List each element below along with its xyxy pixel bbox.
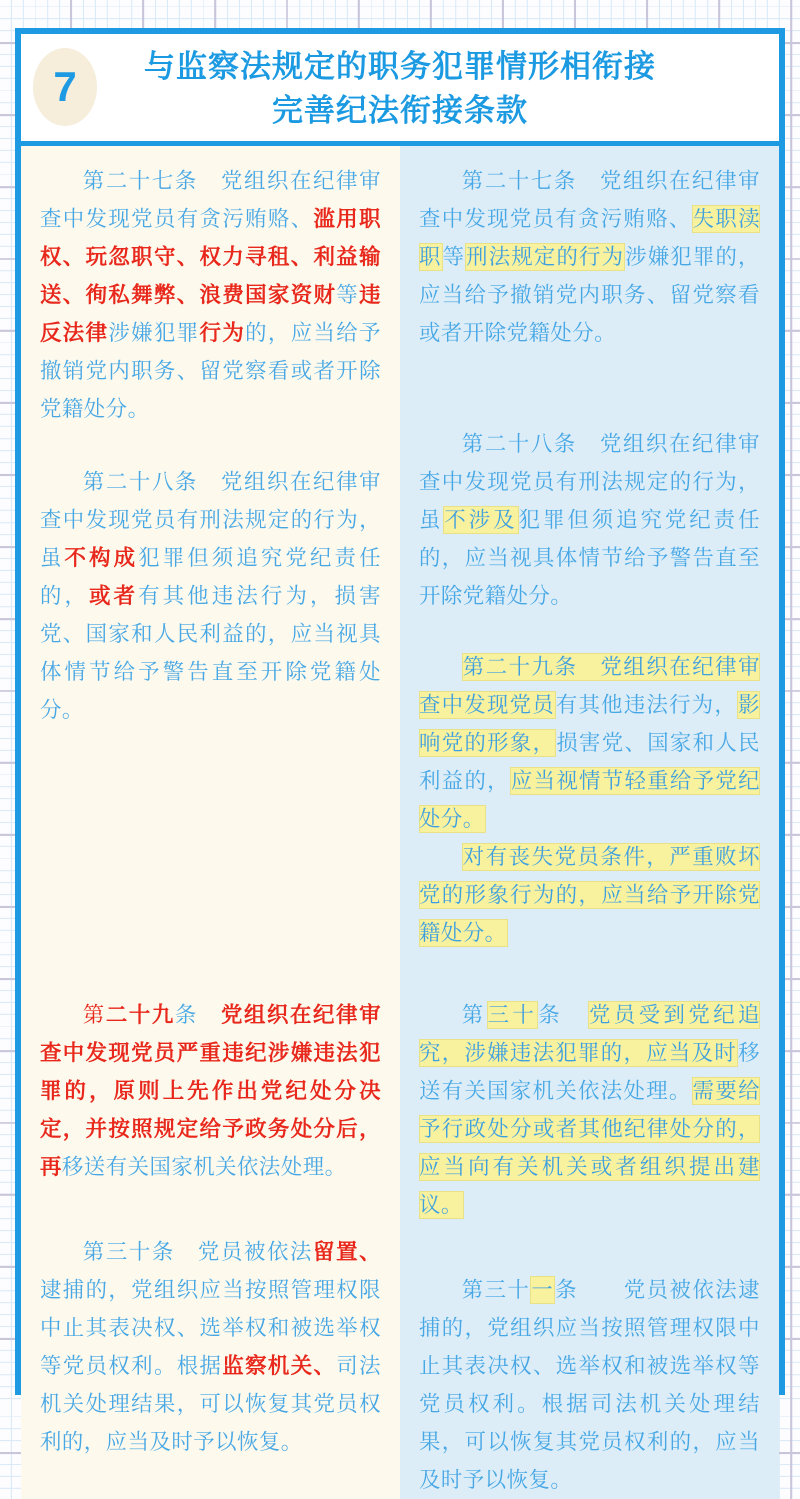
text-run: 涉嫌犯罪: [108, 321, 200, 345]
text-run: 涉嫌犯罪的，应当给予撤销党内职务、留党察看或者开除党籍处分。: [419, 245, 760, 345]
text-run: 条: [538, 1003, 589, 1027]
text-run: 行为: [199, 321, 246, 345]
new-article-29: [419, 648, 760, 838]
new-article-30: [419, 996, 760, 1224]
text-run: 不构成: [64, 546, 139, 570]
new-article-31: [419, 1271, 760, 1499]
text-run: 第三十条 党员被依法: [82, 1240, 314, 1264]
text-run: 影响党的形象，: [419, 693, 760, 755]
text-run: 对有丧失党员条件，严重败坏党的形象行为的，应当给予开除党籍处分。: [419, 845, 760, 945]
text-run: 条: [174, 1003, 198, 1027]
title-line-2: 完善纪法衔接条款: [272, 92, 528, 128]
text-run: 逮捕的，党组织应当按照管理权限中止其表决权、选举权和被选举权等党员权利。根据: [40, 1278, 381, 1378]
text-run: 党员受到党纪追究，涉嫌违法犯罪的，应当及时: [419, 1003, 760, 1065]
text-run: 滥用职权、玩忽职守、权力寻租、利益输送、徇私舞弊、浪费国家资财: [40, 207, 381, 307]
text-run: 第二十八条 党组织在纪律审查中发现党员有刑法规定的行为，虽: [40, 470, 381, 570]
text-run: 第三十: [461, 1278, 531, 1302]
text-run: 移送有关国家机关依法处理。: [61, 1155, 347, 1179]
text-run: 一: [531, 1278, 555, 1302]
new-article-28: [419, 425, 760, 615]
old-article-28: [40, 463, 381, 729]
page-title: [144, 43, 656, 133]
section-number: 7: [53, 63, 77, 110]
text-run: 不涉及: [444, 508, 518, 532]
text-run: 刑法规定的行为: [466, 245, 625, 269]
new-article-29-clause-2: [419, 838, 760, 952]
text-run: 条 党员被依法逮捕的，党组织应当按照管理权限中止其表决权、选举权和被选举权等党员权利。根据司法机关处理结果，可以恢复其党员权利的，应当及时予以恢复。: [419, 1278, 760, 1492]
text-run: 党组织在纪律审查中发现党员严重违纪涉嫌违法犯罪的，原则上先作出党纪处分决定，并按照规定给予政务处分后，再: [40, 1003, 381, 1179]
text-run: 或者: [89, 584, 139, 608]
text-run: 有其他违法行为，: [555, 693, 738, 717]
text-run: 第二十九条 党组织在纪律审查中发现党员: [419, 655, 760, 717]
text-run: 第二十八条 党组织在纪律审查中发现党员有刑法规定的行为，虽: [419, 432, 760, 532]
text-run: 违反法律: [40, 283, 381, 345]
old-text-column: [21, 146, 400, 1499]
text-run: 失职渎职: [419, 207, 760, 269]
text-run: 第二十七条 党组织在纪律审查中发现党员有贪污贿赂、: [419, 169, 760, 231]
text-run: 三十: [487, 1003, 538, 1027]
text-run: 犯罪但须追究党纪责任的，应当视具体情节给予警告直至开除党籍处分。: [419, 508, 760, 608]
text-run: 损害党、国家和人民利益的，: [419, 731, 760, 793]
card-header: [21, 34, 779, 146]
infographic-card: [15, 28, 785, 1492]
old-article-27: [40, 162, 381, 428]
text-run: 等: [336, 283, 360, 307]
text-run: 第: [82, 1003, 106, 1027]
text-run: 等: [442, 245, 466, 269]
old-article-30: [40, 1233, 381, 1461]
title-line-1: 与监察法规定的职务犯罪情形相衔接: [144, 48, 656, 84]
text-run: 移送有关国家机关依法处理。: [419, 1041, 760, 1103]
text-run: 监察机关、: [222, 1354, 337, 1378]
text-run: 有其他违法行为，损害党、国家和人民利益的，应当视具体情节给予警告直至开除党籍处分。: [40, 584, 381, 722]
text-run: 的，应当给予撤销党内职务、留党察看或者开除党籍处分。: [40, 321, 381, 421]
old-article-29: [40, 996, 381, 1186]
text-run: 留置、: [313, 1240, 381, 1264]
comparison-body: [21, 146, 779, 1499]
section-number-badge: [33, 48, 97, 126]
text-run: 第: [461, 1003, 487, 1027]
new-article-27: [419, 162, 760, 352]
text-run: 第二十七条 党组织在纪律审查中发现党员有贪污贿赂、: [40, 169, 381, 231]
text-run: 司法机关处理结果，可以恢复其党员权利的，应当及时予以恢复。: [40, 1354, 381, 1454]
new-text-column: [400, 146, 779, 1499]
text-run: 需要给予行政处分或者其他纪律处分的，应当向有关机关或者组织提出建议。: [419, 1079, 760, 1217]
text-run: 二十九: [105, 1003, 175, 1027]
text-run: 应当视情节轻重给予党纪处分。: [419, 769, 760, 831]
text-run: 犯罪但须追究党纪责任的，: [40, 546, 381, 608]
